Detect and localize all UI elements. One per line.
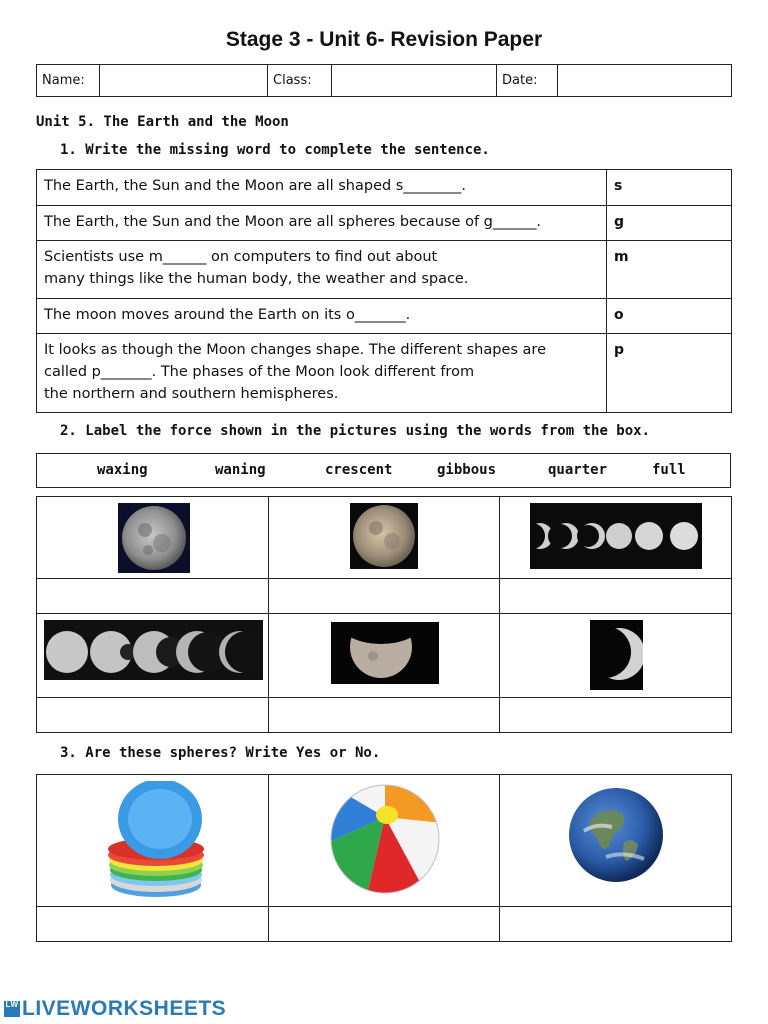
q1-answer-cell[interactable]: o (607, 299, 732, 334)
picture-cell (269, 614, 500, 698)
name-field[interactable] (100, 65, 268, 97)
yes-no-answer-cell[interactable] (37, 907, 269, 942)
label-answer-cell[interactable] (500, 698, 732, 733)
picture-cell (500, 614, 732, 698)
q1-sentence: The Earth, the Sun and the Moon are all spheres because of g______. (37, 206, 607, 241)
picture-cell (269, 497, 500, 579)
picture-cell (269, 775, 500, 907)
q1-answer-cell[interactable]: g (607, 206, 732, 241)
q1-sentence: The moon moves around the Earth on its o_______. (37, 299, 607, 334)
word-option: crescent (325, 462, 393, 478)
class-label: Class: (268, 65, 332, 97)
picture-cell (500, 497, 732, 579)
q2-picture-grid (36, 496, 732, 733)
q3-picture-grid (36, 774, 732, 942)
waning-phase-sequence-image (44, 620, 263, 680)
q1-table (36, 169, 732, 413)
class-field[interactable] (332, 65, 497, 97)
word-box (36, 453, 731, 488)
word-option: gibbous (437, 462, 497, 478)
full-moon-image (118, 503, 190, 573)
date-field[interactable] (558, 65, 732, 97)
date-label: Date: (497, 65, 558, 97)
picture-cell (37, 614, 269, 698)
moon-phase-sequence-image (530, 503, 702, 569)
stack-of-plates-image (103, 781, 213, 903)
yes-no-answer-cell[interactable] (500, 907, 732, 942)
label-answer-cell[interactable] (37, 579, 269, 614)
gibbous-moon-image (331, 622, 439, 684)
q1-answer-cell[interactable]: p (607, 334, 732, 413)
page-title: Stage 3 - Unit 6- Revision Paper (225, 28, 543, 51)
q1-instruction: 1. Write the missing word to complete the sentence. (60, 142, 490, 158)
earth-globe-image (566, 787, 666, 883)
q1-answer-cell[interactable]: m (607, 241, 732, 299)
beach-ball-image (327, 783, 443, 895)
word-option: waning (215, 462, 266, 478)
word-option: full (652, 462, 686, 478)
q1-sentence: It looks as though the Moon changes shape. The different shapes are called p_______. The phases of the Moon look different from the northern and southern hemispheres. (37, 334, 607, 413)
crescent-moon-image (590, 620, 643, 690)
picture-cell (500, 775, 732, 907)
word-option: waxing (97, 462, 148, 478)
liveworksheets-badge-icon: LW (4, 1001, 20, 1017)
picture-cell (37, 775, 269, 907)
picture-cell (37, 497, 269, 579)
name-label: Name: (37, 65, 100, 97)
student-info-table (36, 64, 732, 97)
label-answer-cell[interactable] (500, 579, 732, 614)
q1-sentence: Scientists use m______ on computers to find out about many things like the human body, the weather and space. (37, 241, 607, 299)
q3-instruction: 3. Are these spheres? Write Yes or No. (60, 745, 381, 761)
label-answer-cell[interactable] (269, 579, 500, 614)
liveworksheets-logo: LW LIVEWORKSHEETS (5, 997, 227, 1020)
q1-sentence: The Earth, the Sun and the Moon are all shaped s________. (37, 170, 607, 206)
full-moon-orange-image (350, 503, 418, 569)
yes-no-answer-cell[interactable] (269, 907, 500, 942)
label-answer-cell[interactable] (37, 698, 269, 733)
q1-answer-cell[interactable]: s (607, 170, 732, 206)
unit-heading: Unit 5. The Earth and the Moon (36, 114, 289, 130)
label-answer-cell[interactable] (269, 698, 500, 733)
word-option: quarter (548, 462, 608, 478)
q2-instruction: 2. Label the force shown in the pictures using the words from the box. (60, 423, 651, 439)
